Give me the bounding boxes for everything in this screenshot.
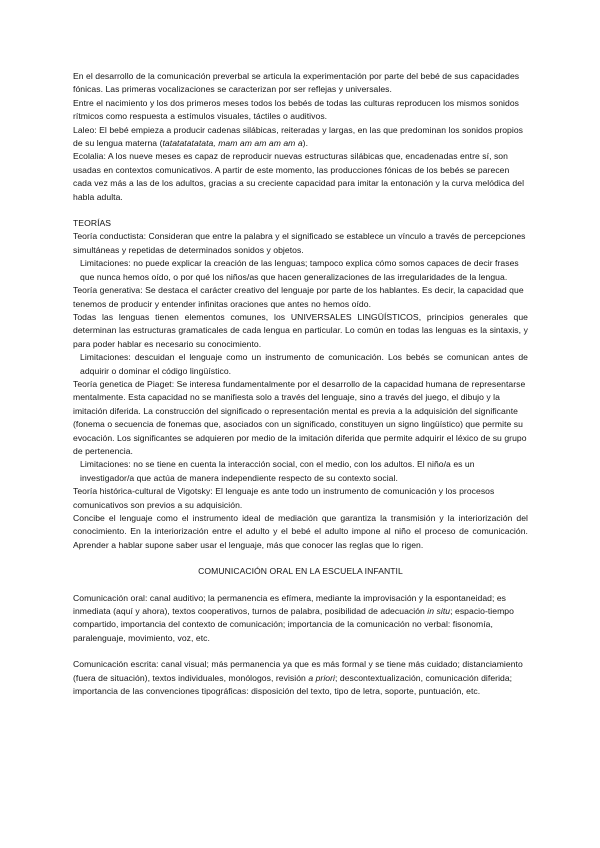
teoria-vigotsky: Teoría histórica-cultural de Vigotsky: El lenguaje es ante todo un instrumento de comunicación y los procesos comunicativos son previos a su adquisición. bbox=[73, 486, 495, 510]
universales-linguisticos: Todas las lenguas tienen elementos comunes, los UNIVERSALES LINGÜÍSTICOS, principios generales que determinan las estructuras gramaticales de cada lengua en particular. Lo común en todas las lenguas es la sintaxis, y para poder hablar es necesario su conocimiento. bbox=[73, 311, 528, 349]
laleo-text: Laleo: El bebé empieza a producir cadenas silábicas, reiteradas y largas, en las que predominan los sonidos propios de su lengua materna ( bbox=[73, 124, 524, 149]
teoria-generativa: Teoría generativa: Se destaca el carácter creativo del lenguaje por parte de los hablantes. Es decir, la capacidad que tenemos de producir y entender infinitas oraciones que antes no hemos oído. bbox=[73, 285, 524, 309]
comunicacion-escrita bbox=[73, 658, 528, 698]
escrita-text-end: ; descontextualización, comunicación diferida; importancia de las convenciones tipográficas: disposición del texto, tipo de letra, soporte, puntuación, etc. bbox=[73, 672, 513, 697]
generativa-limitaciones: Limitaciones: descuidan el lenguaje como un instrumento de comunicación. Los bebés se comunican antes de adquirir o dominar el código lingüístico. bbox=[80, 352, 528, 376]
teorias-heading: TEORÍAS bbox=[73, 218, 112, 229]
laleo-example: tatatatatatata, mam am am am am a bbox=[162, 138, 303, 149]
oral-text-end: ; espacio-tiempo compartido, importancia del contexto de comunicación; importancia de la comunicación no verbal: fisonomía, paralenguaje, movimiento, voz, etc. bbox=[73, 606, 514, 643]
piaget-limitaciones: Limitaciones: no se tiene en cuenta la interacción social, con el medio, con los adultos. El niño/a es un investigador/a que actúa de manera independiente respecto de su contexto social. bbox=[80, 459, 475, 483]
laleo-end: ). bbox=[302, 138, 309, 149]
oral-in-situ: in situ bbox=[427, 606, 451, 617]
oral-text: Comunicación oral: canal auditivo; la permanencia es efímera, mediante la improvisación y la espontaneidad; es inmediata (aquí y ahora), textos cooperativos, turnos de palabra, posibilidad de adecuación bbox=[73, 592, 507, 617]
ecolalia-paragraph: Ecolalia: A los nueve meses es capaz de reproducir nuevas estructuras silábicas que, encadenadas entre sí, son usadas en contextos comunicativos. A partir de este momento, las producciones fónicas de los bebés se parecen cada vez más a las de los adultos, gracias a su creciente capacidad para imitar la entonación y la curva melódica del habla adulta. bbox=[73, 151, 525, 202]
comunicacion-oral bbox=[73, 592, 528, 646]
conductista-limitaciones: Limitaciones: no puede explicar la creación de las lenguas; tampoco explica cómo somos capaces de decir frases que nunca hemos oído, o por qué los niños/as que hacen generalizaciones de las irregularidades de la lengua. bbox=[80, 258, 519, 282]
escrita-a-priori: a priori bbox=[308, 672, 335, 683]
intro-paragraph-1: En el desarrollo de la comunicación preverbal se articula la experimentación por parte del bebé de sus capacidades fónicas. Las primeras vocalizaciones se caracterizan por ser reflejas y universales. bbox=[73, 71, 520, 95]
vigotsky-concibe: Concibe el lenguaje como el instrumento ideal de mediación que garantiza la transmisión y la interiorización del conocimiento. En la interiorización entre el adulto y el bebé el adulto impone al niño el proceso de comunicación. Aprender a hablar supone saber usar el lenguaje, más que conocer las reglas que lo rigen. bbox=[73, 513, 528, 550]
laleo-paragraph bbox=[73, 124, 528, 151]
comunicacion-heading: COMUNICACIÓN ORAL EN LA ESCUELA INFANTIL bbox=[198, 566, 403, 577]
teoria-conductista: Teoría conductista: Consideran que entre la palabra y el significado se establece un vínculo a través de percepciones simultáneas y repetidas de determinados sonidos y objetos. bbox=[73, 231, 526, 255]
teoria-piaget: Teoría genetica de Piaget: Se interesa fundamentalmente por el desarrollo de la capacidad humana de representarse mentalmente. Esta capacidad no se manifiesta solo a través del lenguaje, sino a través del juego, el dibujo y la imitación diferida. La construcción del significado o representación mental es previa a la adquisición del significante (fonema o secuencia de fonemas que, asociados con un significado, constituyen un signo lingüístico) que permite su evocación. Los significantes se adquieren por medio de la imitación diferida que permite adquirir el léxico de su grupo de pertenencia. bbox=[73, 378, 527, 456]
intro-paragraph-2: Entre el nacimiento y los dos primeros meses todos los bebés de todas las culturas reproducen los mismos sonidos rítmicos como respuesta a estímulos visuales, táctiles o auditivos. bbox=[73, 97, 520, 122]
document-page bbox=[73, 70, 528, 698]
escrita-text: Comunicación escrita: canal visual; más permanencia ya que es más formal y se tiene más cuidado; distanciamiento (fuera de situación), textos individuales, monólogos, revisión bbox=[73, 659, 523, 683]
